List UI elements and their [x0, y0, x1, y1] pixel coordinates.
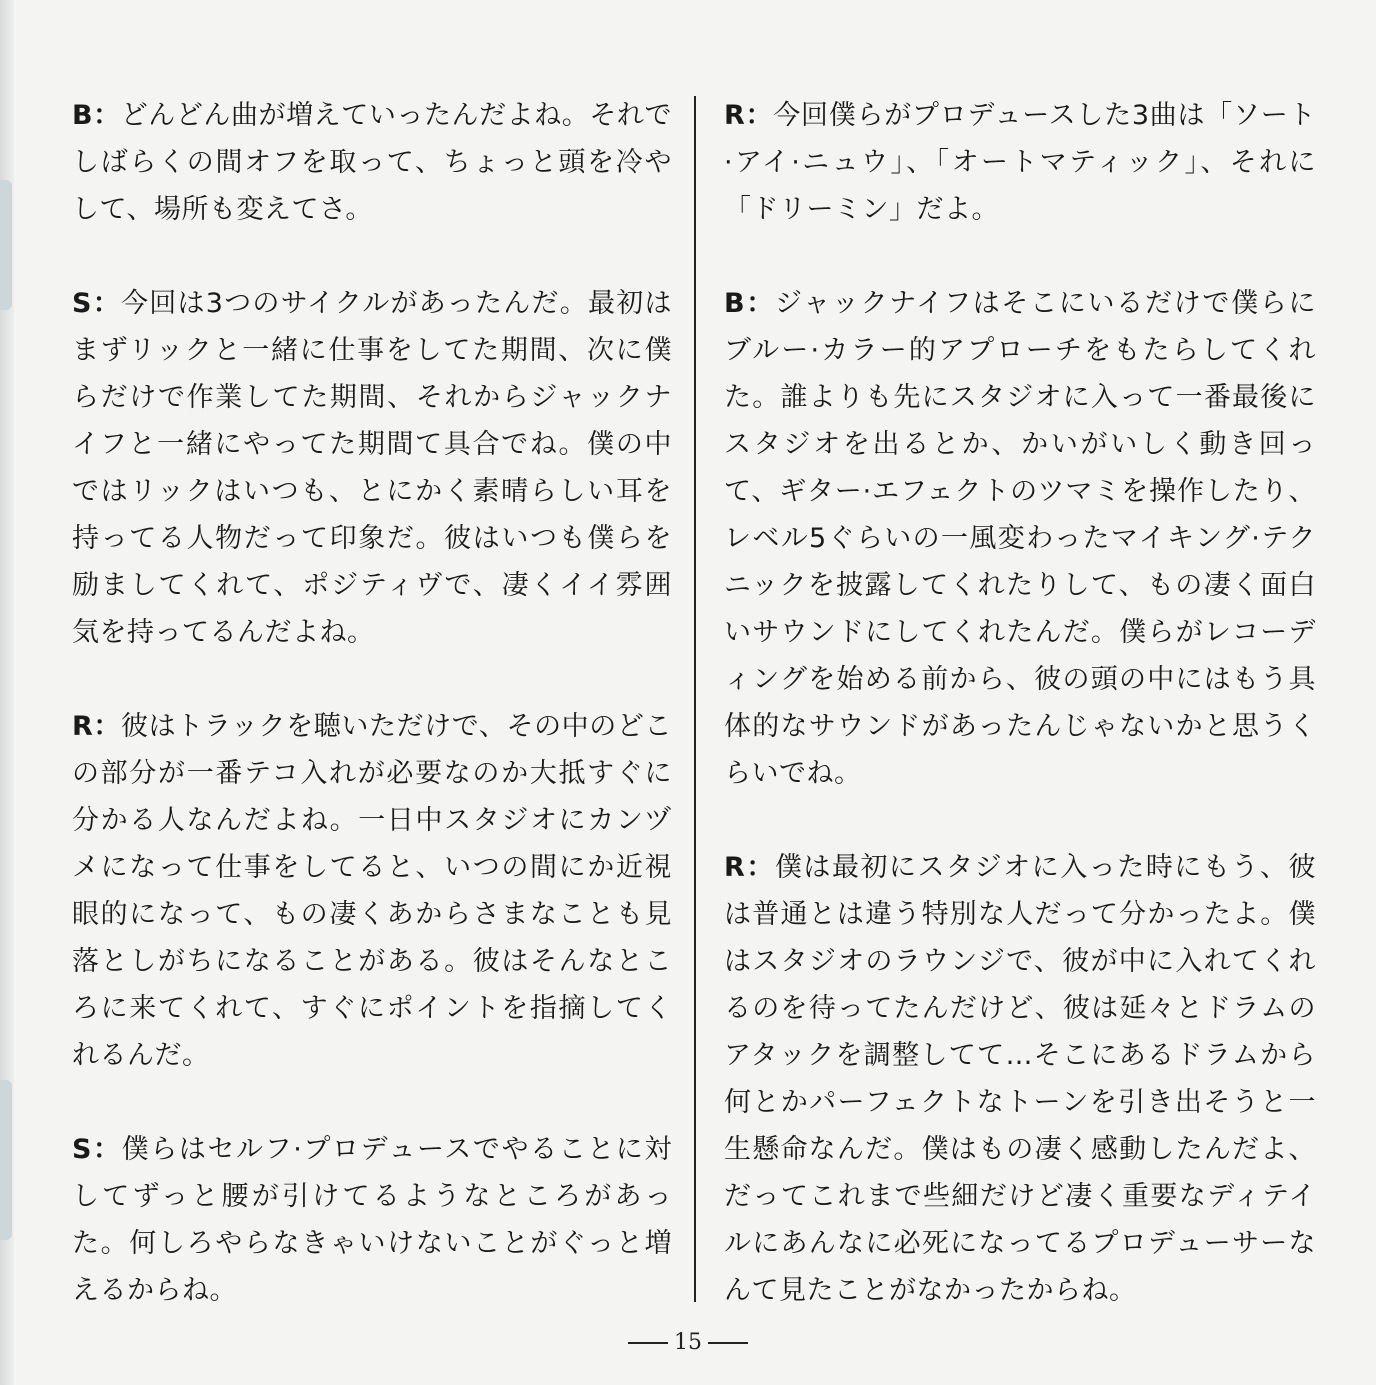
page-number-dash	[708, 1342, 748, 1344]
speaker-label: S：	[72, 288, 121, 319]
interview-paragraph	[724, 844, 1316, 1314]
speaker-label: B：	[72, 100, 121, 131]
column-divider	[694, 96, 696, 1302]
interview-paragraph	[72, 1126, 672, 1314]
speaker-label: R：	[72, 711, 122, 742]
speaker-label: R：	[724, 852, 775, 883]
interview-paragraph	[72, 280, 672, 656]
right-column	[724, 92, 1316, 1361]
speaker-label: B：	[724, 288, 775, 319]
binding-tab	[0, 1080, 12, 1240]
binding-tab	[0, 180, 12, 310]
paragraph-text: 僕は最初にスタジオに入った時にもう、彼は普通とは違う特別な人だって分かったよ。僕はスタジオのラウンジで、彼が中に入れてくれるのを待ってたんだけど、彼は延々とドラムのアタックを調整してて…そこにあるドラムから何とかパーフェクトなトーンを引き出そうと一生懸命なんだ。僕はもの凄く感動したんだよ、だってこれまで些細だけど凄く重要なディテイルにあんなに必死になってるプロデューサーなんて見たことがなかったからね。	[724, 852, 1317, 1306]
interview-paragraph	[72, 703, 672, 1079]
page-number	[0, 1330, 1376, 1355]
left-column	[72, 92, 672, 1361]
page-number-value: 15	[674, 1330, 702, 1355]
paragraph-text: 今回僕らがプロデュースした3曲は「ソート·アイ·ニュウ」、「オートマティック」、それに「ドリーミン」だよ。	[724, 100, 1316, 225]
binding-edge	[0, 0, 14, 1385]
paragraph-text: ジャックナイフはそこにいるだけで僕らにブルー·カラー的アプローチをもたらしてくれた。誰よりも先にスタジオに入って一番最後にスタジオを出るとか、かいがいしく動き回って、ギター·エフェクトのツマミを操作したり、レベル5ぐらいの一風変わったマイキング·テクニックを披露してくれたりして、もの凄く面白いサウンドにしてくれたんだ。僕らがレコーディングを始める前から、彼の頭の中にはもう具体的なサウンドがあったんじゃないかと思うくらいでね。	[724, 288, 1316, 789]
interview-paragraph	[72, 92, 672, 233]
speaker-label: S：	[72, 1134, 122, 1165]
interview-paragraph	[724, 92, 1316, 233]
page-number-dash	[628, 1342, 668, 1344]
paragraph-text: 今回は3つのサイクルがあったんだ。最初はまずリックと一緒に仕事をしてた期間、次に僕らだけで作業してた期間、それからジャックナイフと一緒にやってた期間て具合でね。僕の中ではリックはいつも、とにかく素晴らしい耳を持ってる人物だって印象だ。彼はいつも僕らを励ましてくれて、ポジティヴで、凄くイイ雰囲気を持ってるんだよね。	[72, 288, 672, 648]
paragraph-text: 彼はトラックを聴いただけで、その中のどこの部分が一番テコ入れが必要なのか大抵すぐに分かる人なんだよね。一日中スタジオにカンヅメになって仕事をしてると、いつの間にか近視眼的になって、もの凄くあからさまなことも見落としがちになることがある。彼はそんなところに来てくれて、すぐにポイントを指摘してくれるんだ。	[72, 711, 672, 1071]
paragraph-text: どんどん曲が増えていったんだよね。それでしばらくの間オフを取って、ちょっと頭を冷やして、場所も変えてさ。	[72, 100, 672, 225]
paragraph-text: 僕らはセルフ·プロデュースでやることに対してずっと腰が引けてるようなところがあった。何しろやらなきゃいけないことがぐっと増えるからね。	[72, 1134, 673, 1306]
interview-paragraph	[724, 280, 1316, 797]
speaker-label: R：	[724, 100, 774, 131]
